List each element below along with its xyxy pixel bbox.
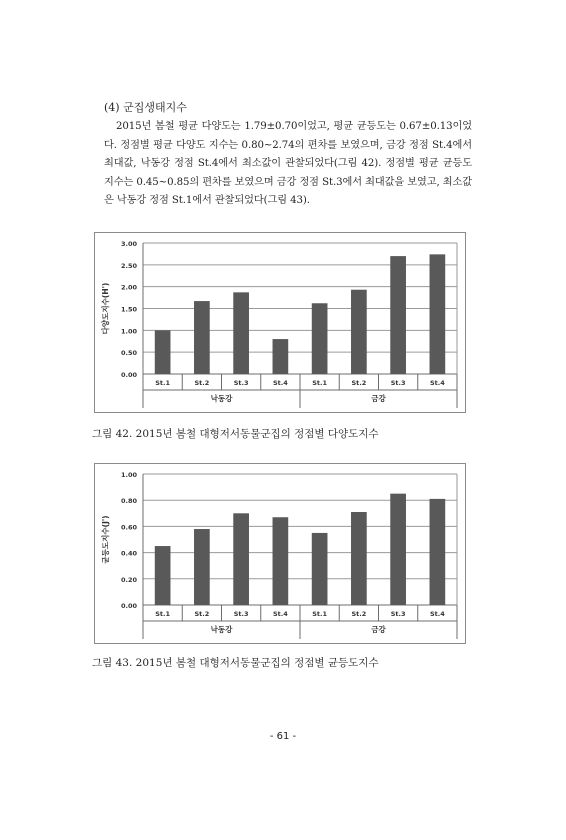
x-tick-label: St.1 xyxy=(312,610,328,618)
bar-3 xyxy=(233,292,249,374)
x-tick-label: St.4 xyxy=(272,610,288,618)
evenness-chart xyxy=(94,463,466,644)
y-tick-label: 2.00 xyxy=(120,283,137,292)
evenness-chart-svg xyxy=(95,464,465,643)
y-tick-label: 0.40 xyxy=(120,549,137,558)
y-tick-label: 1.00 xyxy=(120,471,137,479)
group-label: 금강 xyxy=(371,394,386,403)
diversity-chart-svg xyxy=(95,233,465,412)
y-tick-label: 0.60 xyxy=(120,523,137,532)
section-heading: (4) 군집생태지수 xyxy=(104,101,187,114)
bar-6 xyxy=(351,290,367,374)
x-tick-label: St.2 xyxy=(194,379,210,387)
y-tick-label: 2.50 xyxy=(120,261,137,270)
bar-7 xyxy=(390,494,406,605)
y-tick-label: 0.00 xyxy=(120,602,137,610)
bar-6 xyxy=(351,512,367,605)
y-tick-label: 1.00 xyxy=(120,327,137,336)
group-label: 금강 xyxy=(371,625,386,634)
x-tick-label: St.4 xyxy=(429,610,445,618)
bar-3 xyxy=(233,513,249,605)
paragraph-text: 2015년 봄철 평균 다양도는 1.79±0.70이었고, 평균 균등도는 0.67±0.13이었다. 정점별 평균 다양도 지수는 0.80~2.74의 편차를 보였으며, 금강 정점 St.4에서 최대값, 낙동강 정점 St.4에서 최소값이 관찰되었다(그림 42). 정점별 평균 균등도 지수는 0.45~0.85의 편차를 보였으며 금강 정점 St.3에서 최대값을 보였고, 최소값은 낙동강 정점 St.1에서 관찰되었다(그림 43). xyxy=(104,121,472,206)
y-tick-label: 0.00 xyxy=(120,371,137,379)
y-tick-label: 3.00 xyxy=(120,240,137,248)
x-tick-label: St.1 xyxy=(155,379,171,387)
y-tick-label: 1.50 xyxy=(120,305,137,314)
bar-8 xyxy=(430,499,446,605)
bar-1 xyxy=(155,546,171,605)
x-tick-label: St.3 xyxy=(233,610,249,618)
y-axis-label: 다양도지수(H') xyxy=(101,282,110,335)
group-label: 낙동강 xyxy=(210,394,233,403)
y-tick-label: 0.20 xyxy=(120,575,137,584)
bar-2 xyxy=(194,301,210,374)
x-tick-label: St.2 xyxy=(351,379,367,387)
figure-43-caption: 그림 43. 2015년 봄철 대형저서동물군집의 정점별 균등도지수 xyxy=(92,657,379,669)
y-tick-label: 0.80 xyxy=(120,497,137,506)
x-tick-label: St.1 xyxy=(312,379,328,387)
x-tick-label: St.2 xyxy=(351,610,367,618)
figure-42-caption: 그림 42. 2015년 봄철 대형저서동물군집의 정점별 다양도지수 xyxy=(92,428,379,440)
x-tick-label: St.3 xyxy=(390,379,406,387)
bar-8 xyxy=(430,254,446,374)
y-tick-label: 0.50 xyxy=(120,349,137,358)
group-label: 낙동강 xyxy=(210,625,233,634)
diversity-chart xyxy=(94,232,466,413)
x-tick-label: St.3 xyxy=(390,610,406,618)
x-tick-label: St.1 xyxy=(155,610,171,618)
page-number: - 61 - xyxy=(269,731,297,742)
bar-1 xyxy=(155,330,171,374)
x-tick-label: St.4 xyxy=(429,379,445,387)
bar-4 xyxy=(273,339,289,374)
x-tick-label: St.3 xyxy=(233,379,249,387)
x-tick-label: St.2 xyxy=(194,610,210,618)
body-paragraph xyxy=(104,118,472,211)
x-tick-label: St.4 xyxy=(272,379,288,387)
bar-4 xyxy=(273,517,289,605)
y-axis-label: 균등도지수(J') xyxy=(101,515,110,564)
bar-5 xyxy=(312,533,328,605)
bar-2 xyxy=(194,529,210,605)
bar-7 xyxy=(390,256,406,374)
bar-5 xyxy=(312,303,328,374)
